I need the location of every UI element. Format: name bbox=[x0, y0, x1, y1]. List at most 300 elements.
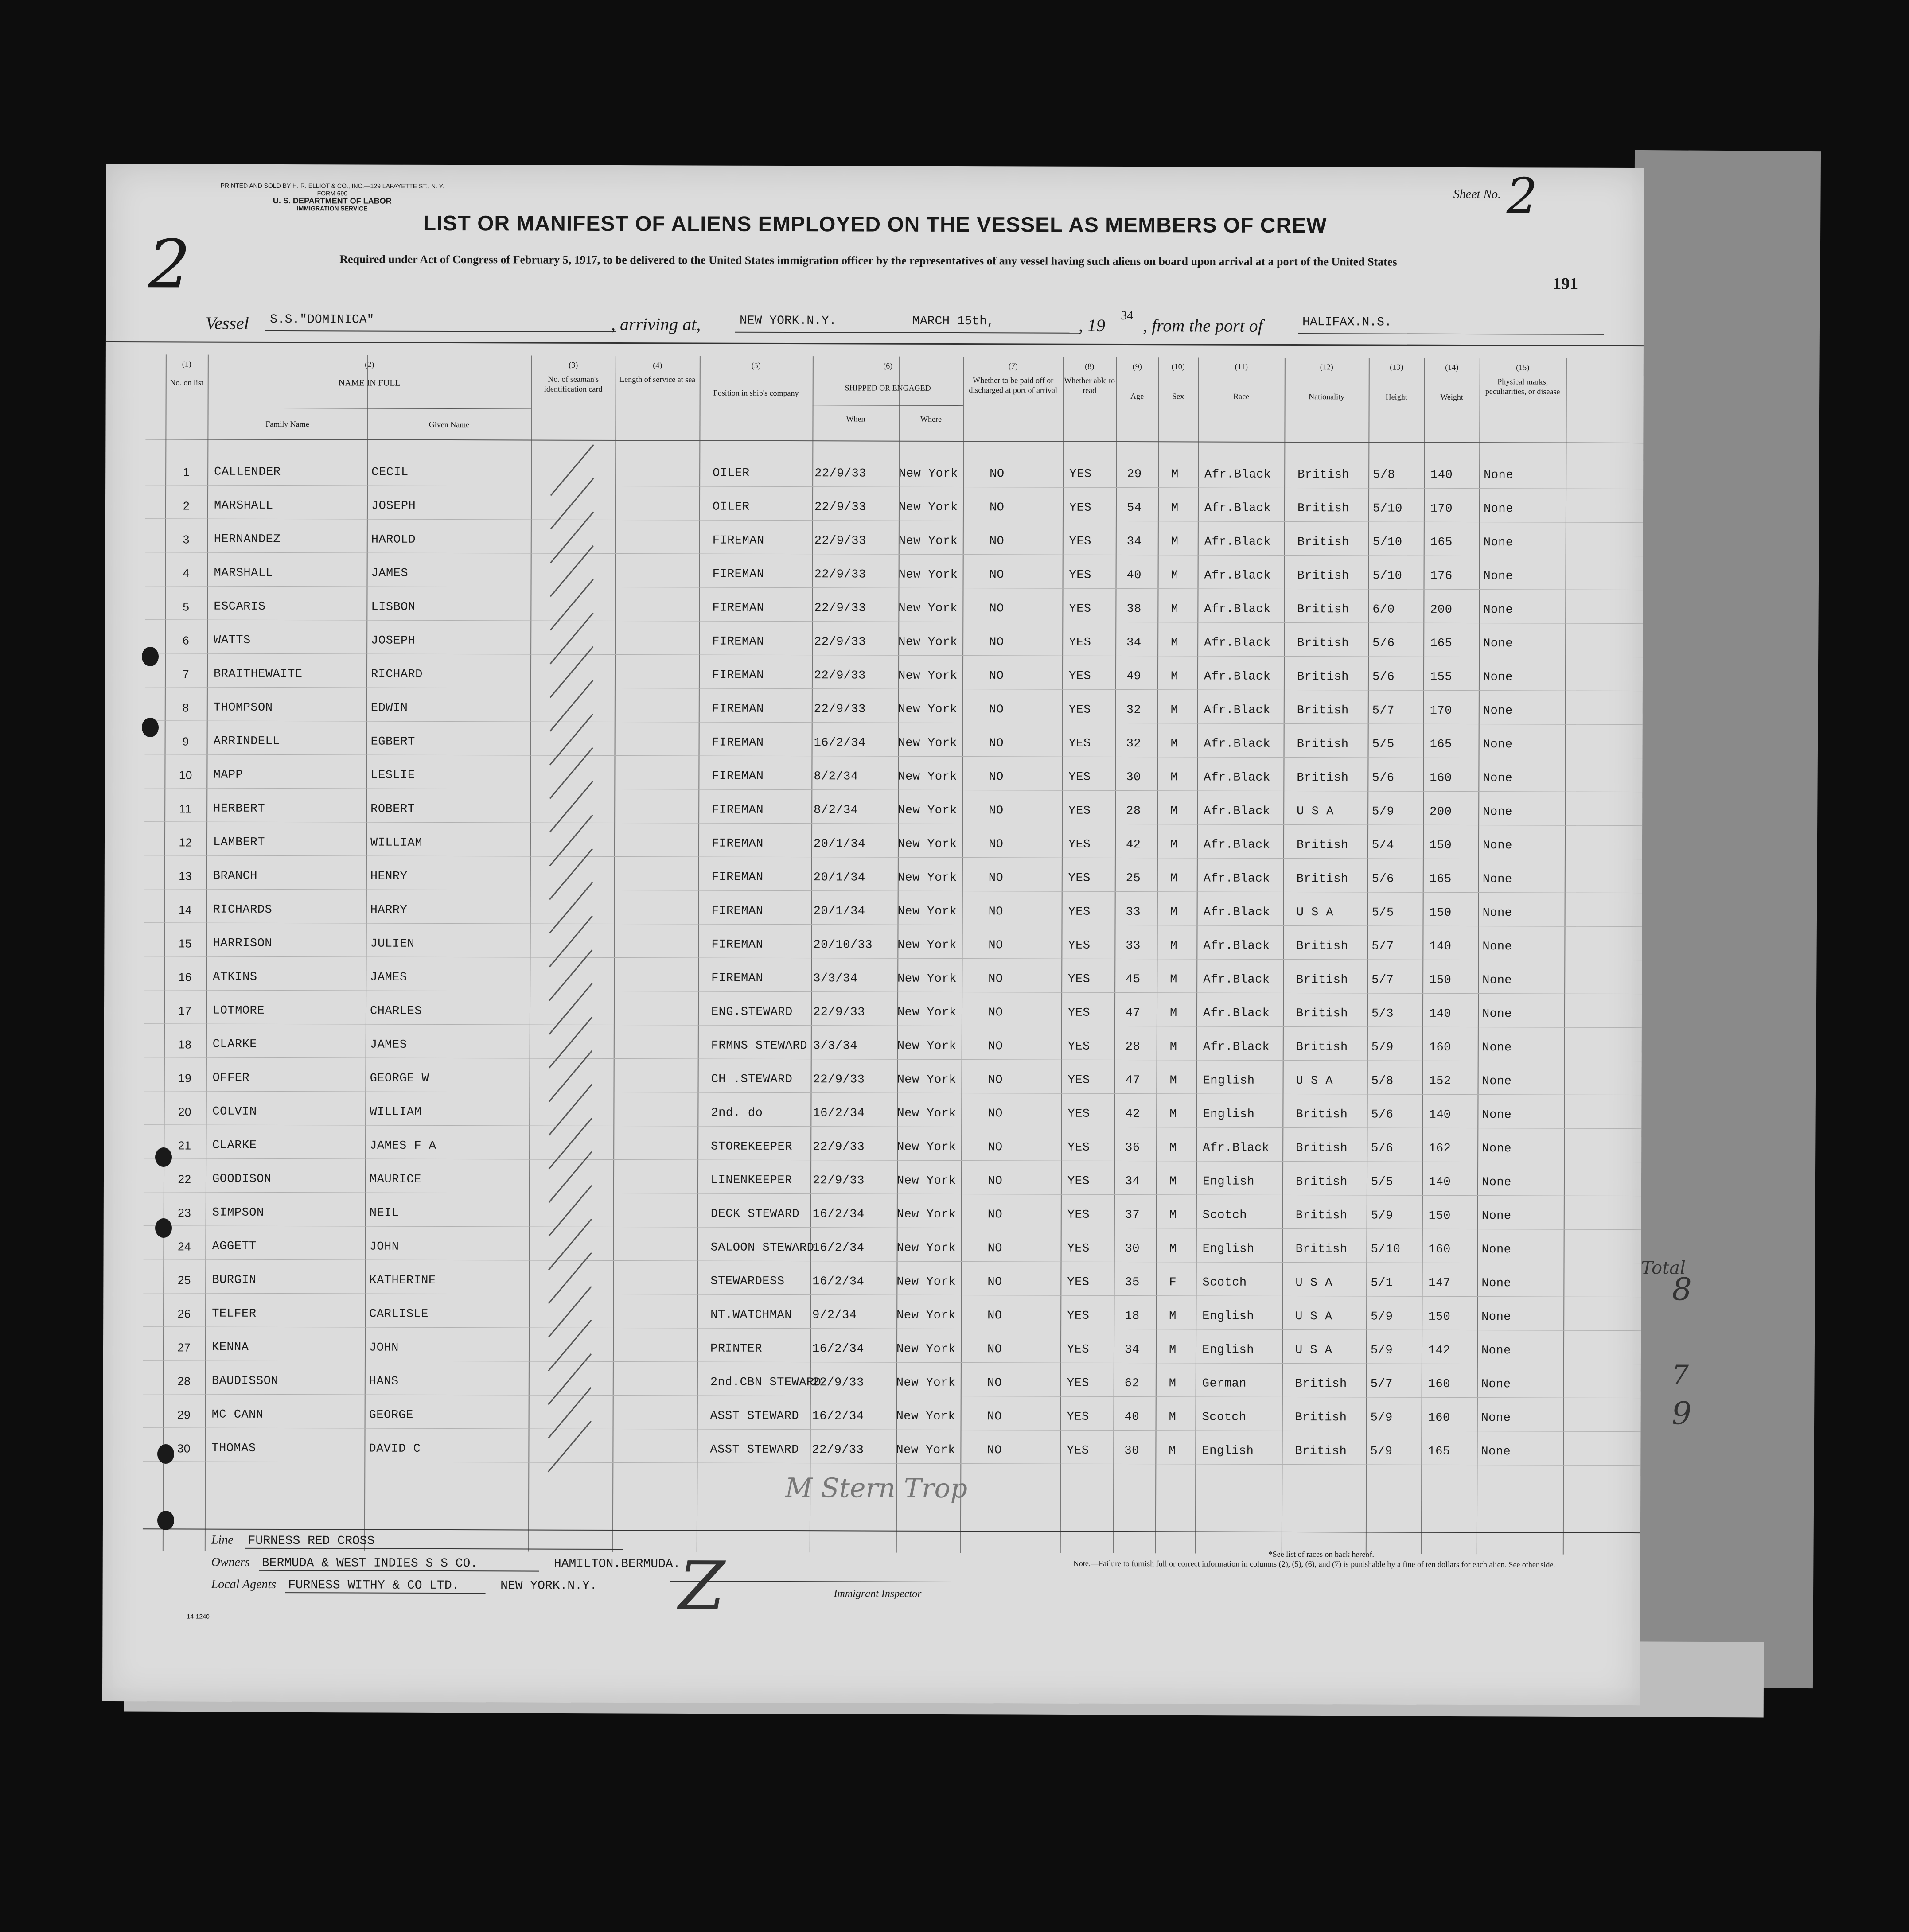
shipped-when: 16/2/34 bbox=[812, 1342, 864, 1356]
able-to-read: YES bbox=[1067, 1006, 1091, 1020]
physical-marks: None bbox=[1481, 1378, 1511, 1392]
col-line bbox=[528, 356, 532, 1552]
race: English bbox=[1202, 1175, 1254, 1189]
weight: 165 bbox=[1429, 872, 1452, 886]
shipped-when: 22/9/33 bbox=[814, 568, 866, 582]
nationality: British bbox=[1296, 839, 1348, 852]
family-name: THOMAS bbox=[211, 1442, 256, 1455]
header-col11-num: (11) bbox=[1235, 362, 1248, 371]
height: 5/10 bbox=[1371, 1243, 1401, 1256]
paid-off: NO bbox=[987, 1309, 1002, 1323]
height: 5/7 bbox=[1372, 704, 1395, 718]
age: 32 bbox=[1126, 737, 1142, 751]
from-port-label: , from the port of bbox=[1142, 315, 1263, 336]
margin-note-7: 7 bbox=[1671, 1360, 1689, 1391]
age: 34 bbox=[1124, 1343, 1140, 1357]
race: Afr.Black bbox=[1204, 569, 1271, 583]
row-number: 1 bbox=[183, 465, 190, 479]
header-col15 bbox=[1480, 362, 1566, 397]
age: 38 bbox=[1126, 603, 1142, 616]
given-name: KATHERINE bbox=[369, 1274, 436, 1287]
nationality: British bbox=[1296, 940, 1348, 953]
position: OILER bbox=[713, 466, 750, 480]
header-col9-label: Age bbox=[1130, 392, 1144, 401]
given-name: JOSEPH bbox=[371, 499, 416, 513]
header-col13-num: (13) bbox=[1390, 362, 1403, 372]
race: Afr.Black bbox=[1204, 737, 1270, 751]
row-number: 17 bbox=[178, 1004, 192, 1018]
race: Afr.Black bbox=[1203, 906, 1270, 919]
paid-off: NO bbox=[987, 1275, 1002, 1289]
shipped-where: New York bbox=[897, 938, 957, 952]
given-name: JOHN bbox=[369, 1341, 399, 1355]
owners-value: BERMUDA & WEST INDIES S S CO. bbox=[259, 1556, 539, 1572]
row-rule bbox=[144, 1259, 1641, 1263]
header-col11 bbox=[1198, 362, 1285, 401]
given-name: JAMES F A bbox=[370, 1139, 436, 1153]
shipped-when: 22/9/33 bbox=[814, 635, 866, 649]
race: Scotch bbox=[1202, 1276, 1247, 1290]
col-line bbox=[1282, 358, 1286, 1554]
row-number: 14 bbox=[179, 903, 192, 917]
age: 32 bbox=[1126, 704, 1142, 717]
given-name: NEIL bbox=[369, 1206, 399, 1220]
weight: 147 bbox=[1428, 1276, 1451, 1290]
footer-notes bbox=[1073, 1549, 1570, 1570]
header-col15-num: (15) bbox=[1516, 363, 1530, 372]
age: 34 bbox=[1126, 535, 1142, 549]
nationality: British bbox=[1295, 1243, 1348, 1256]
row-rule bbox=[144, 990, 1642, 994]
row-rule bbox=[143, 1461, 1640, 1466]
given-name: CHARLES bbox=[370, 1004, 422, 1018]
family-name: GOODISON bbox=[212, 1172, 272, 1186]
row-rule bbox=[144, 1158, 1641, 1162]
sex: M bbox=[1170, 670, 1178, 684]
col-line bbox=[1113, 357, 1117, 1553]
position: 2nd.CBN STEWARD bbox=[710, 1376, 822, 1390]
shipped-when: 20/10/33 bbox=[813, 938, 873, 952]
row-number: 30 bbox=[177, 1442, 191, 1455]
sex: M bbox=[1169, 1108, 1177, 1121]
header-col8 bbox=[1063, 362, 1116, 395]
weight: 140 bbox=[1429, 1108, 1451, 1122]
shipped-when: 22/9/33 bbox=[812, 1174, 865, 1188]
given-name: RICHARD bbox=[370, 668, 423, 681]
document-title: LIST OR MANIFEST OF ALIENS EMPLOYED ON THE VESSEL AS MEMBERS OF CREW bbox=[423, 211, 1327, 238]
age: 18 bbox=[1125, 1310, 1140, 1323]
weight: 165 bbox=[1430, 637, 1453, 650]
sex: M bbox=[1171, 636, 1178, 650]
weight: 160 bbox=[1428, 1243, 1451, 1256]
position: FIREMAN bbox=[712, 702, 764, 716]
physical-marks: None bbox=[1481, 1310, 1512, 1324]
able-to-read: YES bbox=[1067, 1444, 1089, 1458]
row-rule bbox=[144, 788, 1642, 792]
able-to-read: YES bbox=[1067, 1040, 1090, 1053]
header-col14-num: (14) bbox=[1445, 362, 1459, 372]
header-col11-label: Race bbox=[1233, 392, 1250, 401]
paid-off: NO bbox=[990, 467, 1005, 481]
height: 5/5 bbox=[1371, 1175, 1394, 1189]
family-name: BAUDISSON bbox=[211, 1374, 279, 1388]
header-col10-label: Sex bbox=[1172, 392, 1184, 401]
nationality: U S A bbox=[1296, 906, 1334, 920]
family-name: CLARKE bbox=[212, 1139, 257, 1152]
row-number: 25 bbox=[177, 1273, 191, 1287]
row-rule bbox=[145, 619, 1643, 624]
weight: 142 bbox=[1428, 1344, 1451, 1357]
shipped-when: 16/2/34 bbox=[813, 1107, 865, 1120]
col-line bbox=[960, 357, 964, 1553]
able-to-read: YES bbox=[1069, 467, 1092, 481]
header-col14-label: Weight bbox=[1440, 392, 1463, 402]
able-to-read: YES bbox=[1067, 1309, 1090, 1323]
shipped-when: 8/2/34 bbox=[814, 770, 858, 784]
row-number: 11 bbox=[179, 802, 192, 816]
header-col1-label: No. on list bbox=[170, 378, 203, 387]
weight: 140 bbox=[1429, 940, 1452, 953]
given-name: HARRY bbox=[370, 903, 408, 917]
paid-off: NO bbox=[989, 770, 1004, 784]
row-number: 2 bbox=[183, 499, 190, 513]
shipped-where: New York bbox=[897, 1107, 957, 1121]
given-name: EDWIN bbox=[370, 701, 408, 715]
shipped-when: 22/9/33 bbox=[812, 1443, 864, 1457]
nationality: British bbox=[1297, 670, 1349, 684]
family-name: HERBERT bbox=[213, 802, 265, 816]
year-prefix: , 19 bbox=[1078, 315, 1106, 335]
sex: M bbox=[1171, 501, 1179, 515]
row-rule bbox=[145, 586, 1643, 590]
able-to-read: YES bbox=[1068, 770, 1091, 784]
col-line bbox=[1366, 358, 1370, 1554]
physical-marks: None bbox=[1483, 570, 1513, 583]
physical-marks: None bbox=[1483, 704, 1513, 718]
age: 42 bbox=[1126, 838, 1141, 852]
printer-line: PRINTED AND SOLD BY H. R. ELLIOT & CO., INC.—129 LAFAYETTE ST., N. Y. bbox=[220, 182, 444, 190]
paid-off: NO bbox=[989, 703, 1004, 717]
race: Afr.Black bbox=[1203, 973, 1270, 987]
given-name: JAMES bbox=[370, 971, 407, 984]
shipped-where: New York bbox=[896, 1241, 956, 1256]
height: 5/7 bbox=[1371, 940, 1394, 953]
nationality: British bbox=[1296, 973, 1348, 987]
given-name: GEORGE W bbox=[370, 1072, 429, 1085]
header-col3-label: No. of seaman's identification card bbox=[544, 374, 603, 393]
header-col12-label: Nationality bbox=[1309, 392, 1345, 401]
position: STOREKEEPER bbox=[711, 1140, 792, 1154]
race: German bbox=[1202, 1377, 1247, 1391]
header-col5 bbox=[700, 361, 813, 398]
race: Afr.Black bbox=[1203, 838, 1270, 852]
row-number: 27 bbox=[177, 1341, 191, 1354]
punch-hole bbox=[142, 718, 159, 737]
nationality: British bbox=[1297, 536, 1349, 549]
shipped-where: New York bbox=[897, 1073, 957, 1087]
nationality: British bbox=[1297, 569, 1349, 583]
shipped-where: New York bbox=[896, 1443, 956, 1458]
weight: 200 bbox=[1430, 805, 1452, 819]
paid-off: NO bbox=[988, 1006, 1003, 1020]
position: 2nd. do bbox=[711, 1106, 763, 1120]
agents-label: Local Agents bbox=[211, 1577, 277, 1592]
able-to-read: YES bbox=[1067, 1410, 1089, 1424]
height: 5/9 bbox=[1370, 1344, 1393, 1357]
row-rule bbox=[145, 754, 1643, 758]
header-col15-label: Physical marks, peculiarities, or disease bbox=[1485, 377, 1560, 396]
height: 5/8 bbox=[1373, 468, 1395, 482]
row-rule bbox=[144, 1124, 1641, 1129]
able-to-read: YES bbox=[1067, 1073, 1090, 1087]
given-name: WILLIAM bbox=[370, 1105, 422, 1119]
age: 42 bbox=[1125, 1108, 1140, 1121]
height: 5/10 bbox=[1372, 502, 1403, 516]
paid-off: NO bbox=[989, 669, 1004, 683]
able-to-read: YES bbox=[1067, 1208, 1090, 1222]
age: 28 bbox=[1126, 805, 1141, 818]
age: 30 bbox=[1126, 771, 1141, 785]
position: LINENKEEPER bbox=[710, 1174, 792, 1188]
service-name: IMMIGRATION SERVICE bbox=[296, 205, 368, 212]
header-col10-num: (10) bbox=[1171, 362, 1185, 371]
shipped-when: 16/2/34 bbox=[812, 1410, 864, 1423]
shipped-when: 16/2/34 bbox=[812, 1208, 865, 1221]
nationality: U S A bbox=[1295, 1344, 1332, 1357]
family-name: ESCARIS bbox=[214, 600, 266, 614]
shipped-where: New York bbox=[898, 501, 958, 515]
header-bottom-rule bbox=[145, 439, 1643, 443]
physical-marks: None bbox=[1481, 1344, 1511, 1358]
row-rule bbox=[144, 1192, 1641, 1196]
position: ASST STEWARD bbox=[710, 1409, 799, 1423]
position: SALOON STEWARD bbox=[710, 1241, 814, 1255]
height: 5/6 bbox=[1372, 637, 1395, 650]
row-rule bbox=[143, 1293, 1641, 1297]
paid-off: NO bbox=[988, 939, 1003, 952]
row-number: 10 bbox=[179, 768, 192, 782]
sex: M bbox=[1169, 1377, 1177, 1391]
form-number: FORM 690 bbox=[317, 190, 348, 197]
weight: 170 bbox=[1430, 502, 1453, 516]
shipped-where: New York bbox=[896, 1342, 956, 1357]
header-col13-label: Height bbox=[1385, 392, 1407, 401]
height: 5/5 bbox=[1371, 906, 1394, 920]
given-name: DAVID C bbox=[369, 1442, 421, 1456]
given-name: GEORGE bbox=[369, 1408, 413, 1422]
race: Scotch bbox=[1202, 1411, 1247, 1424]
nationality: British bbox=[1297, 603, 1349, 617]
shipped-when: 22/9/33 bbox=[813, 1140, 865, 1154]
position: FIREMAN bbox=[711, 837, 764, 851]
position: DECK STEWARD bbox=[710, 1207, 800, 1221]
inspector-label: Immigrant Inspector bbox=[834, 1588, 922, 1600]
height: 5/9 bbox=[1370, 1445, 1393, 1458]
shipped-when: 8/2/34 bbox=[814, 804, 858, 817]
height: 5/6 bbox=[1371, 1142, 1394, 1155]
header-col2 bbox=[208, 359, 531, 389]
header-given-name: Given Name bbox=[429, 420, 470, 429]
paid-off: NO bbox=[988, 1141, 1003, 1155]
vessel-label: Vessel bbox=[206, 313, 249, 333]
row-rule bbox=[145, 518, 1643, 523]
age: 34 bbox=[1125, 1175, 1140, 1189]
height: 5/4 bbox=[1371, 839, 1395, 852]
nationality: British bbox=[1297, 771, 1349, 785]
able-to-read: YES bbox=[1068, 737, 1091, 750]
family-name: TELFER bbox=[212, 1307, 257, 1321]
row-number: 4 bbox=[183, 566, 190, 580]
family-name: MARSHALL bbox=[214, 499, 273, 513]
weight: 140 bbox=[1429, 1007, 1452, 1021]
given-name: JOSEPH bbox=[371, 634, 416, 648]
given-name: LESLIE bbox=[370, 769, 415, 782]
col-line bbox=[1563, 358, 1567, 1555]
race: English bbox=[1202, 1444, 1254, 1458]
age: 33 bbox=[1126, 906, 1141, 919]
able-to-read: YES bbox=[1067, 1174, 1090, 1188]
able-to-read: YES bbox=[1067, 1107, 1090, 1121]
able-to-read: YES bbox=[1068, 669, 1091, 683]
position: ENG.STEWARD bbox=[711, 1005, 793, 1019]
header-col6 bbox=[813, 361, 963, 393]
race: Afr.Black bbox=[1204, 805, 1270, 818]
paid-off: NO bbox=[987, 1410, 1002, 1424]
shipped-where: New York bbox=[897, 1006, 957, 1020]
header-col6-label: SHIPPED OR ENGAGED bbox=[845, 383, 931, 393]
race: Scotch bbox=[1202, 1209, 1247, 1222]
sex: M bbox=[1169, 1310, 1177, 1323]
form-code: 14-1240 bbox=[187, 1613, 210, 1620]
height: 5/6 bbox=[1372, 771, 1395, 785]
row-number: 23 bbox=[178, 1206, 191, 1220]
physical-marks: None bbox=[1482, 873, 1512, 886]
row-rule bbox=[145, 653, 1643, 657]
row-number: 7 bbox=[182, 667, 190, 681]
row-number: 22 bbox=[178, 1172, 191, 1186]
height: 5/10 bbox=[1372, 569, 1403, 583]
age: 40 bbox=[1124, 1411, 1140, 1424]
inspector-mark: Z bbox=[678, 1547, 725, 1625]
able-to-read: YES bbox=[1067, 1275, 1090, 1289]
height: 5/9 bbox=[1371, 1041, 1394, 1054]
paid-off: NO bbox=[988, 1040, 1003, 1053]
age: 30 bbox=[1124, 1444, 1139, 1458]
height: 5/6 bbox=[1371, 1108, 1394, 1122]
sex: M bbox=[1169, 1175, 1177, 1189]
shipped-where: New York bbox=[898, 770, 958, 784]
physical-marks: None bbox=[1481, 1411, 1511, 1425]
given-name: JAMES bbox=[370, 1038, 407, 1052]
race: Afr.Black bbox=[1203, 1040, 1270, 1054]
position: FIREMAN bbox=[712, 803, 764, 817]
shipped-where: New York bbox=[896, 1208, 956, 1222]
shipped-when: 20/1/34 bbox=[813, 871, 865, 885]
row-number: 9 bbox=[182, 735, 189, 748]
header-col3 bbox=[531, 360, 616, 394]
family-name: ATKINS bbox=[213, 970, 257, 984]
physical-marks: None bbox=[1482, 906, 1512, 920]
paid-off: NO bbox=[987, 1208, 1003, 1222]
header-col3-num: (3) bbox=[569, 360, 578, 369]
header-col12 bbox=[1285, 362, 1369, 401]
underlying-page bbox=[1627, 150, 1821, 1688]
physical-marks: None bbox=[1482, 1075, 1512, 1088]
nationality: U S A bbox=[1295, 1310, 1332, 1324]
height: 5/6 bbox=[1371, 872, 1394, 886]
owners-city: HAMILTON.BERMUDA. bbox=[553, 1557, 681, 1571]
shipped-when: 22/9/33 bbox=[813, 1073, 865, 1087]
shipped-where: New York bbox=[897, 871, 957, 885]
family-name: LOTMORE bbox=[212, 1004, 265, 1018]
position: FIREMAN bbox=[712, 736, 764, 750]
race: English bbox=[1203, 1074, 1255, 1088]
sex: M bbox=[1171, 468, 1179, 482]
paid-off: NO bbox=[989, 568, 1005, 582]
year-suffix: 34 bbox=[1121, 308, 1134, 323]
given-name: HENRY bbox=[370, 870, 408, 883]
able-to-read: YES bbox=[1069, 602, 1091, 616]
sex: M bbox=[1169, 1040, 1177, 1054]
shipped-where: New York bbox=[898, 534, 958, 548]
header-col10 bbox=[1158, 362, 1198, 401]
header-col8-num: (8) bbox=[1085, 362, 1095, 371]
row-number: 29 bbox=[177, 1408, 191, 1422]
shipped-where: New York bbox=[898, 804, 957, 818]
arrival-port: NEW YORK.N.Y. bbox=[735, 314, 908, 333]
physical-marks: None bbox=[1483, 805, 1513, 819]
row-rule bbox=[144, 855, 1642, 859]
nationality: British bbox=[1297, 704, 1349, 718]
row-rule bbox=[143, 1427, 1641, 1432]
position: FIREMAN bbox=[711, 938, 764, 952]
punch-hole bbox=[155, 1218, 172, 1238]
weight: 152 bbox=[1429, 1074, 1451, 1088]
shipped-where: New York bbox=[898, 736, 958, 750]
able-to-read: YES bbox=[1068, 939, 1091, 952]
header-col13 bbox=[1369, 362, 1424, 401]
paid-off: NO bbox=[989, 602, 1004, 616]
shipped-when: 20/1/34 bbox=[813, 905, 865, 918]
weight: 170 bbox=[1430, 704, 1452, 718]
family-name: CALLENDER bbox=[214, 465, 281, 479]
given-name: HANS bbox=[369, 1375, 399, 1388]
col-line bbox=[1195, 357, 1199, 1553]
given-name: JOHN bbox=[369, 1240, 399, 1254]
able-to-read: YES bbox=[1069, 568, 1091, 582]
able-to-read: YES bbox=[1068, 972, 1091, 986]
race: English bbox=[1202, 1242, 1254, 1256]
margin-note-9: 9 bbox=[1671, 1395, 1692, 1432]
given-name: EGBERT bbox=[370, 735, 415, 749]
shipped-when: 22/9/33 bbox=[812, 1376, 864, 1390]
col-line bbox=[1421, 358, 1425, 1554]
row-number: 15 bbox=[178, 937, 192, 950]
shipped-where: New York bbox=[896, 1275, 956, 1289]
weight: 150 bbox=[1429, 973, 1452, 987]
given-name: JAMES bbox=[371, 567, 409, 580]
physical-marks: None bbox=[1481, 1277, 1512, 1291]
paid-off: NO bbox=[989, 804, 1004, 818]
family-name: KENNA bbox=[211, 1341, 249, 1354]
given-name: MAURICE bbox=[369, 1173, 421, 1186]
name-subheader-rule bbox=[208, 408, 531, 409]
nationality: British bbox=[1297, 502, 1349, 516]
header-col7 bbox=[963, 361, 1063, 395]
age: 25 bbox=[1126, 872, 1141, 886]
family-name: MARSHALL bbox=[214, 566, 273, 580]
row-number: 18 bbox=[178, 1038, 192, 1051]
